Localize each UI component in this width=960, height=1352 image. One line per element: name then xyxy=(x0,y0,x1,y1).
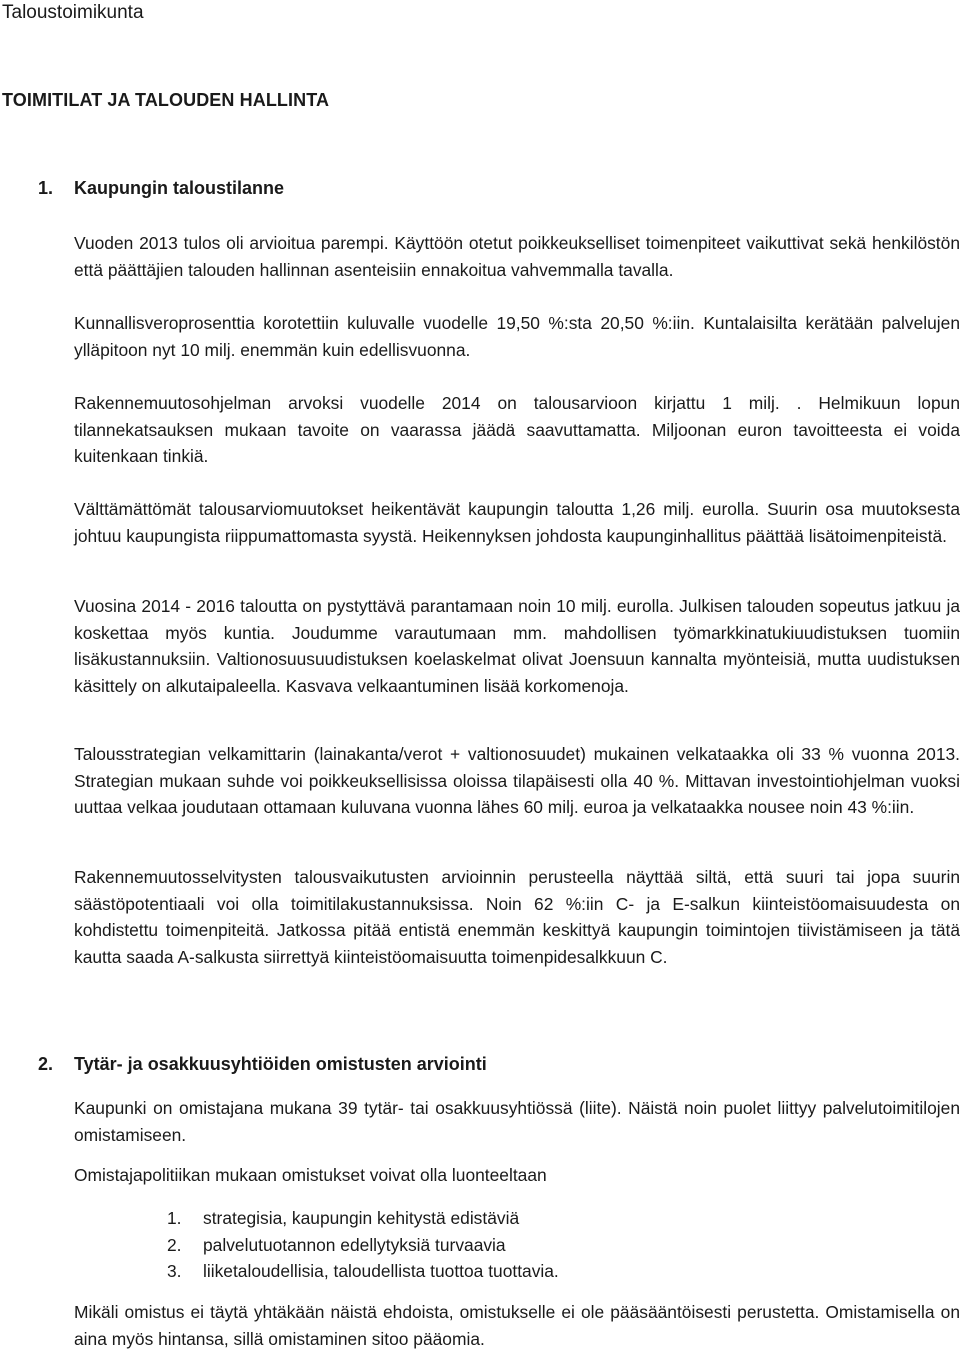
paragraph-2014-2016: Vuosina 2014 - 2016 taloutta on pystyttävä parantamaan noin 10 milj. eurolla. Julkisen talouden sopeutus jatkuu ja koskettaa myös kuntia. Joudumme varautumaan mm. mahdollisen työmarkkinatukiuudistuksen tuomiin lisäkustannuksiin. Valtionosuusuudistuksen koelaskelmat olivat Joensuun kannalta myönteisiä, mutta uudistuksen käsittely on alkutaipaleella. Kasvava velkaantuminen lisää korkomenoja. xyxy=(74,596,960,696)
section-1-heading xyxy=(38,175,284,201)
list-item: 3. liiketaloudellisia, taloudellista tuottoa tuottavia. xyxy=(167,1261,559,1281)
paragraph-ownership-policy: Omistajapolitiikan mukaan omistukset voivat olla luonteeltaan xyxy=(74,1165,547,1185)
list-item: 1. strategisia, kaupungin kehitystä edistäviä xyxy=(167,1208,520,1228)
unit-heading: TOIMITILAT JA TALOUDEN HALLINTA xyxy=(2,90,330,110)
organization-name: Taloustoimikunta xyxy=(2,2,144,23)
paragraph-subsidiaries: Kaupunki on omistajana mukana 39 tytär- tai osakkuusyhtiössä (liite). Näistä noin puolet liittyy palvelutoimitilojen omistamiseen. xyxy=(74,1098,960,1145)
paragraph-tax-rate: Kunnallisveroprosenttia korotettiin kuluvalle vuodelle 19,50 %:sta 20,50 %:iin. Kuntalaisilta kerätään palvelujen ylläpitoon nyt 10 milj. enemmän kuin edellisvuonna. xyxy=(74,313,960,360)
section-1-number: 1. xyxy=(38,178,54,198)
paragraph-ownership-cost: Mikäli omistus ei täytä yhtäkään näistä ehdoista, omistukselle ei ole pääsääntöisesti perustetta. Omistamisella on aina myös hintansa, sillä omistaminen sitoo pääomia. xyxy=(74,1302,960,1349)
paragraph-premises-savings: Rakennemuutosselvitysten talousvaikutusten arvioinnin perusteella näyttää siltä, että suuri tai jopa suurin säästöpotentiaali voi olla toimitilakustannuksissa. Noin 62 %:iin C- ja E-salkun kiinteistöomaisuudesta on kohdistettu toimenpiteitä. Jatkossa pitää entistä enemmän keskittyä kaupungin toimintojen tiivistämiseen ja tätä kautta saada A-salkusta siirrettyä kiinteistöomaisuutta toimenpidesalkkuun C. xyxy=(74,867,960,967)
paragraph-budget-changes: Välttämättömät talousarviomuutokset heikentävät kaupungin taloutta 1,26 milj. eurolla. Suurin osa muutoksesta johtuu kaupungista riippumattomasta syystä. Heikennyksen johdosta kaupunginhallitus päättää lisätoimenpiteistä. xyxy=(74,499,960,546)
section-1-title: Kaupungin taloustilanne xyxy=(74,178,284,198)
paragraph-result-2013: Vuoden 2013 tulos oli arvioitua parempi. Käyttöön otetut poikkeukselliset toimenpiteet vaikuttivat sekä henkilöstön että päättäjien talouden hallinnan asenteisiin ennakoitua vahvemmalla tavalla. xyxy=(74,233,960,280)
section-2-heading xyxy=(38,1051,487,1077)
list-item: 2. palvelutuotannon edellytyksiä turvaavia xyxy=(167,1234,506,1255)
paragraph-debt-strategy: Talousstrategian velkamittarin (lainakanta/verot + valtionosuudet) mukainen velkataakka oli 33 % vuonna 2013. Strategian mukaan suhde voi poikkeuksellisissa oloissa tilapäisesti olla 40 %. Mittavan investointiohjelman vuoksi uuttaa velkaa joudutaan ottamaan kuluvana vuonna lähes 60 milj. euroa ja velkataakka nousee noin 43 %:iin. xyxy=(74,744,960,817)
paragraph-restructuring: Rakennemuutosohjelman arvoksi vuodelle 2014 on talousarvioon kirjattu 1 milj. . Helmikuun lopun tilannekatsauksen mukaan tavoite on vaarassa jäädä saavuttamatta. Miljoonan euron tavoitteesta ei voida kuitenkaan tinkiä. xyxy=(74,393,960,466)
ownership-criteria-list xyxy=(167,1205,559,1285)
section-2-title: Tytär- ja osakkuusyhtiöiden omistusten arviointi xyxy=(74,1054,487,1074)
section-2-number: 2. xyxy=(38,1054,54,1074)
